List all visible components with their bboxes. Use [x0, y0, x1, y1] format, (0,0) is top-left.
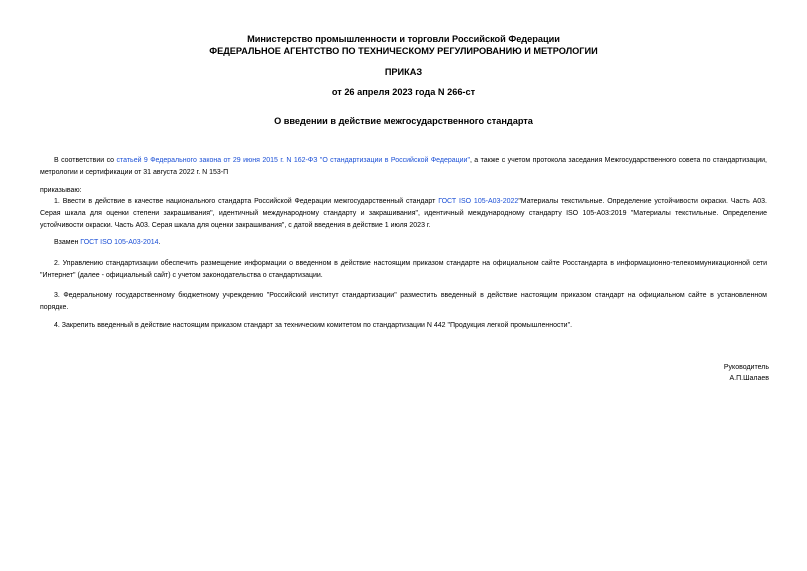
gost-2022-link[interactable]: ГОСТ ISO 105-A03-2022: [438, 198, 519, 205]
date-number-heading: от 26 апреля 2023 года N 266-ст: [331, 87, 476, 97]
replaces-text-before: Взамен: [54, 239, 81, 246]
item-1-text-after: "Материалы текстильные. Определение устойчивости окраски. Часть A03. Серая шкала для оценки степени закрашивания", идентичный международному стандарту и закрашивания", идентичный международному стандарту ISO 105-A03:2019 "Материалы текстильные. Определение устойчивости окраски. Часть A03. Серая шкала для оценки закрашивания", с датой введения в действие 1 июля 2023 г.: [40, 198, 768, 229]
preamble-paragraph: [40, 155, 767, 179]
replaces-text-after: .: [158, 239, 161, 246]
preamble-text-after: , а также с учетом протокола заседания Межгосударственного совета по стандартизации, метрологии и сертификации от 31 августа 2022 г. N 153-П: [40, 157, 767, 176]
item-1-paragraph: [40, 196, 767, 232]
replaces-paragraph: [40, 237, 767, 249]
ministry-heading: Министерство промышленности и торговли Российской Федерации: [247, 34, 560, 44]
signature-name: А.П.Шалаев: [729, 375, 769, 382]
law-link[interactable]: статьей 9 Федерального закона от 29 июня 2015 г. N 162-ФЗ "О стандартизации в Российской Федерации": [116, 157, 470, 164]
order-word: приказываю:: [40, 187, 82, 194]
doc-type-heading: ПРИКАЗ: [384, 67, 423, 77]
preamble-text-before: В соответствии со: [54, 157, 117, 164]
gost-2014-link[interactable]: ГОСТ ISO 105-A03-2014: [80, 239, 159, 246]
subject-heading: О введении в действие межгосударственного стандарта: [274, 116, 533, 126]
agency-heading: ФЕДЕРАЛЬНОЕ АГЕНТСТВО ПО ТЕХНИЧЕСКОМУ РЕГУЛИРОВАНИЮ И МЕТРОЛОГИИ: [209, 46, 598, 56]
item-4-paragraph: 4. Закрепить введенный в действие настоящим приказом стандарт за техническим комитетом по стандартизации N 442 "Продукция легкой промышленности".: [54, 322, 573, 329]
item-2-paragraph: 2. Управлению стандартизации обеспечить размещение информации о введенном в действие настоящим приказом стандарте на официальном сайте Росстандарта в информационно-телекоммуникационной сети "Интернет" (далее - официальный сайт) с учетом законодательства о стандартизации.: [40, 260, 767, 279]
item-3-paragraph: 3. Федеральному государственному бюджетному учреждению "Российский институт стандартизации" разместить введенный в действие настоящим приказом стандарт на официальном сайте в установленном порядке.: [40, 292, 767, 311]
item-1-text-before: 1. Ввести в действие в качестве национального стандарта Российской Федерации межгосударственный стандарт: [54, 198, 439, 205]
signature-title: Руководитель: [723, 364, 769, 371]
